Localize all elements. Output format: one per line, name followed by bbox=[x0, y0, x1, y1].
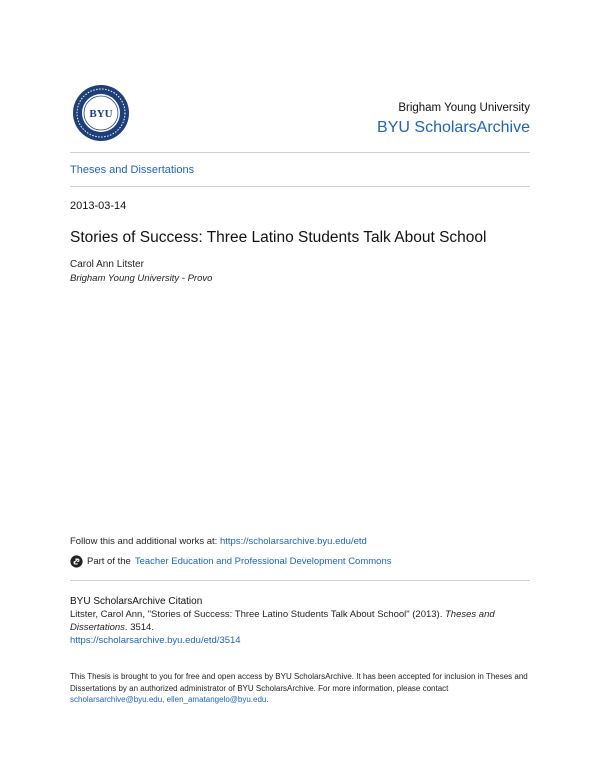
institution-header bbox=[377, 102, 530, 137]
access-notice bbox=[70, 671, 530, 706]
divider bbox=[70, 186, 530, 187]
institution-name: Brigham Young University bbox=[398, 102, 530, 114]
byu-seal-logo bbox=[72, 84, 130, 142]
citation-main: Litster, Carol Ann, "Stories of Success: Three Latino Students Talk About School" (2013). bbox=[70, 609, 445, 620]
archive-link[interactable]: BYU ScholarsArchive bbox=[377, 119, 530, 136]
divider bbox=[70, 152, 530, 153]
divider bbox=[70, 580, 530, 581]
follow-prefix: Follow this and additional works at: bbox=[70, 536, 220, 547]
seal-text: BYU bbox=[89, 108, 113, 120]
part-of-prefix: Part of the bbox=[87, 556, 131, 567]
follow-url-link[interactable]: https://scholarsarchive.byu.edu/etd bbox=[219, 536, 367, 547]
contact-email-link[interactable]: scholarsarchive@byu.edu, ellen_amatangelo@byu.edu bbox=[70, 695, 267, 704]
part-of-line bbox=[70, 555, 391, 568]
publication-date: 2013-03-14 bbox=[70, 200, 127, 212]
citation-url-link[interactable]: https://scholarsarchive.byu.edu/etd/3514 bbox=[70, 635, 241, 646]
commons-link[interactable]: Teacher Education and Professional Development Commons bbox=[134, 556, 392, 567]
citation-series: Theses and Dissertations bbox=[70, 609, 495, 633]
document-title: Stories of Success: Three Latino Students Talk About School bbox=[70, 229, 487, 246]
notice-text: This Thesis is brought to you for free and open access by BYU ScholarsArchive. It has been accepted for inclusion in Theses and Dissertations by an authorized administrator of BYU ScholarsArchive. For more information, please contact bbox=[70, 672, 528, 693]
citation-number: . 3514. bbox=[124, 622, 154, 633]
citation-text bbox=[70, 608, 530, 647]
author-name: Carol Ann Litster bbox=[70, 259, 144, 270]
author-affiliation: Brigham Young University - Provo bbox=[70, 273, 213, 284]
link-icon bbox=[70, 555, 83, 568]
follow-line bbox=[70, 536, 367, 547]
notice-end: . bbox=[266, 695, 269, 704]
collection-link[interactable]: Theses and Dissertations bbox=[70, 164, 195, 176]
citation-heading: BYU ScholarsArchive Citation bbox=[70, 596, 203, 607]
